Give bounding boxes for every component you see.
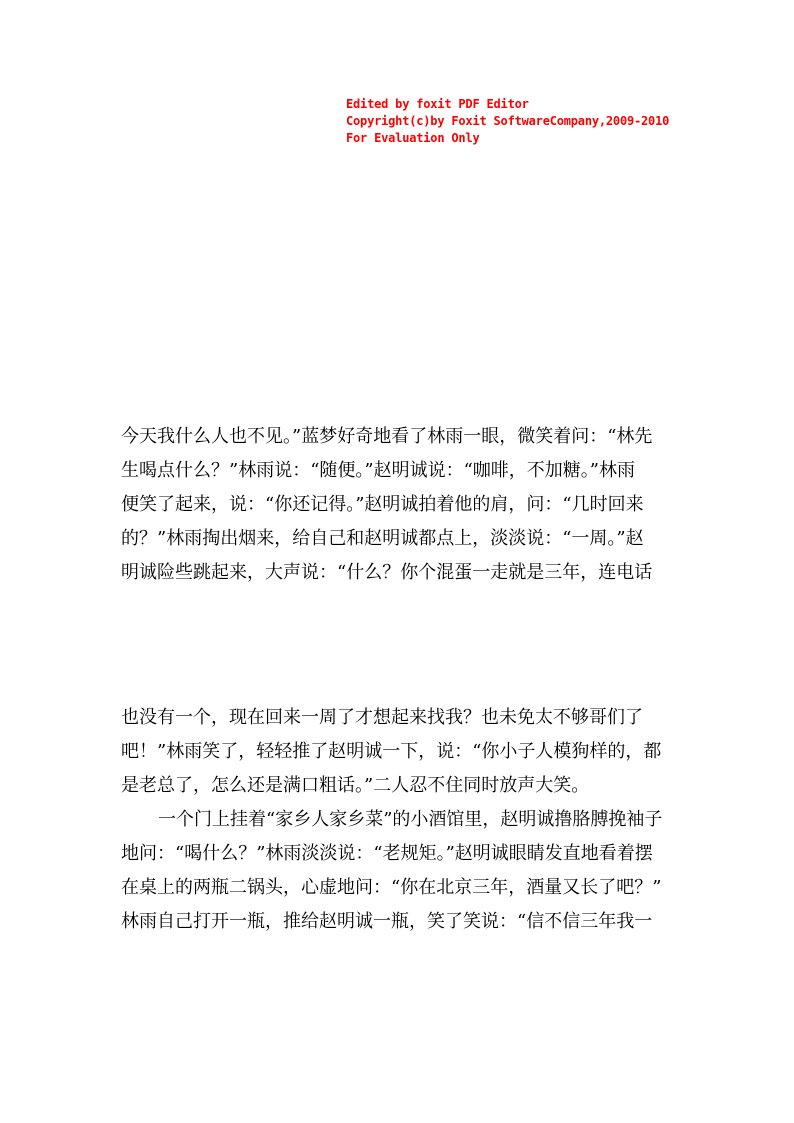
watermark-line-editor: Edited by foxit PDF Editor [346, 97, 529, 111]
watermark-line-evaluation: For Evaluation Only [346, 131, 480, 145]
text-line: 的？”林雨掏出烟来，给自己和赵明诚都点上，淡淡说：“一周。”赵 [121, 528, 644, 549]
text-line-paragraph-start: 一个门上挂着“家乡人家乡菜”的小酒馆里，赵明诚撸胳膊挽袖子 [158, 809, 663, 830]
text-line: 明诚险些跳起来，大声说：“什么？你个混蛋一走就是三年，连电话 [121, 562, 653, 583]
text-line: 生喝点什么？”林雨说：“随便。”赵明诚说：“咖啡，不加糖。”林雨 [121, 460, 636, 481]
text-line: 便笑了起来，说：“你还记得。”赵明诚拍着他的肩，问：“几时回来 [121, 494, 644, 515]
story-text-top [121, 420, 681, 590]
text-line: 地问：“喝什么？”林雨淡淡说：“老规矩。”赵明诚眼睛发直地看着摆 [121, 843, 653, 864]
watermark-line-copyright: Copyright(c)by Foxit SoftwareCompany,2009-2010 [346, 114, 670, 128]
text-line: 也没有一个，现在回来一周了才想起来找我？也未免太不够哥们了 [121, 707, 643, 728]
text-line: 在桌上的两瓶二锅头，心虚地问：“你在北京三年，酒量又长了吧？” [121, 877, 662, 898]
evaluation-watermark [346, 96, 669, 147]
text-line: 今天我什么人也不见。”蓝梦好奇地看了林雨一眼，微笑着问：“林先 [121, 426, 653, 447]
story-text-bottom [121, 701, 681, 939]
text-line: 林雨自己打开一瓶，推给赵明诚一瓶，笑了笑说：“信不信三年我一 [121, 911, 653, 932]
text-line: 是老总了，怎么还是满口粗话。”二人忍不住同时放声大笑。 [121, 775, 590, 796]
text-line: 吧！”林雨笑了，轻轻推了赵明诚一下，说：“你小子人模狗样的，都 [121, 741, 662, 762]
